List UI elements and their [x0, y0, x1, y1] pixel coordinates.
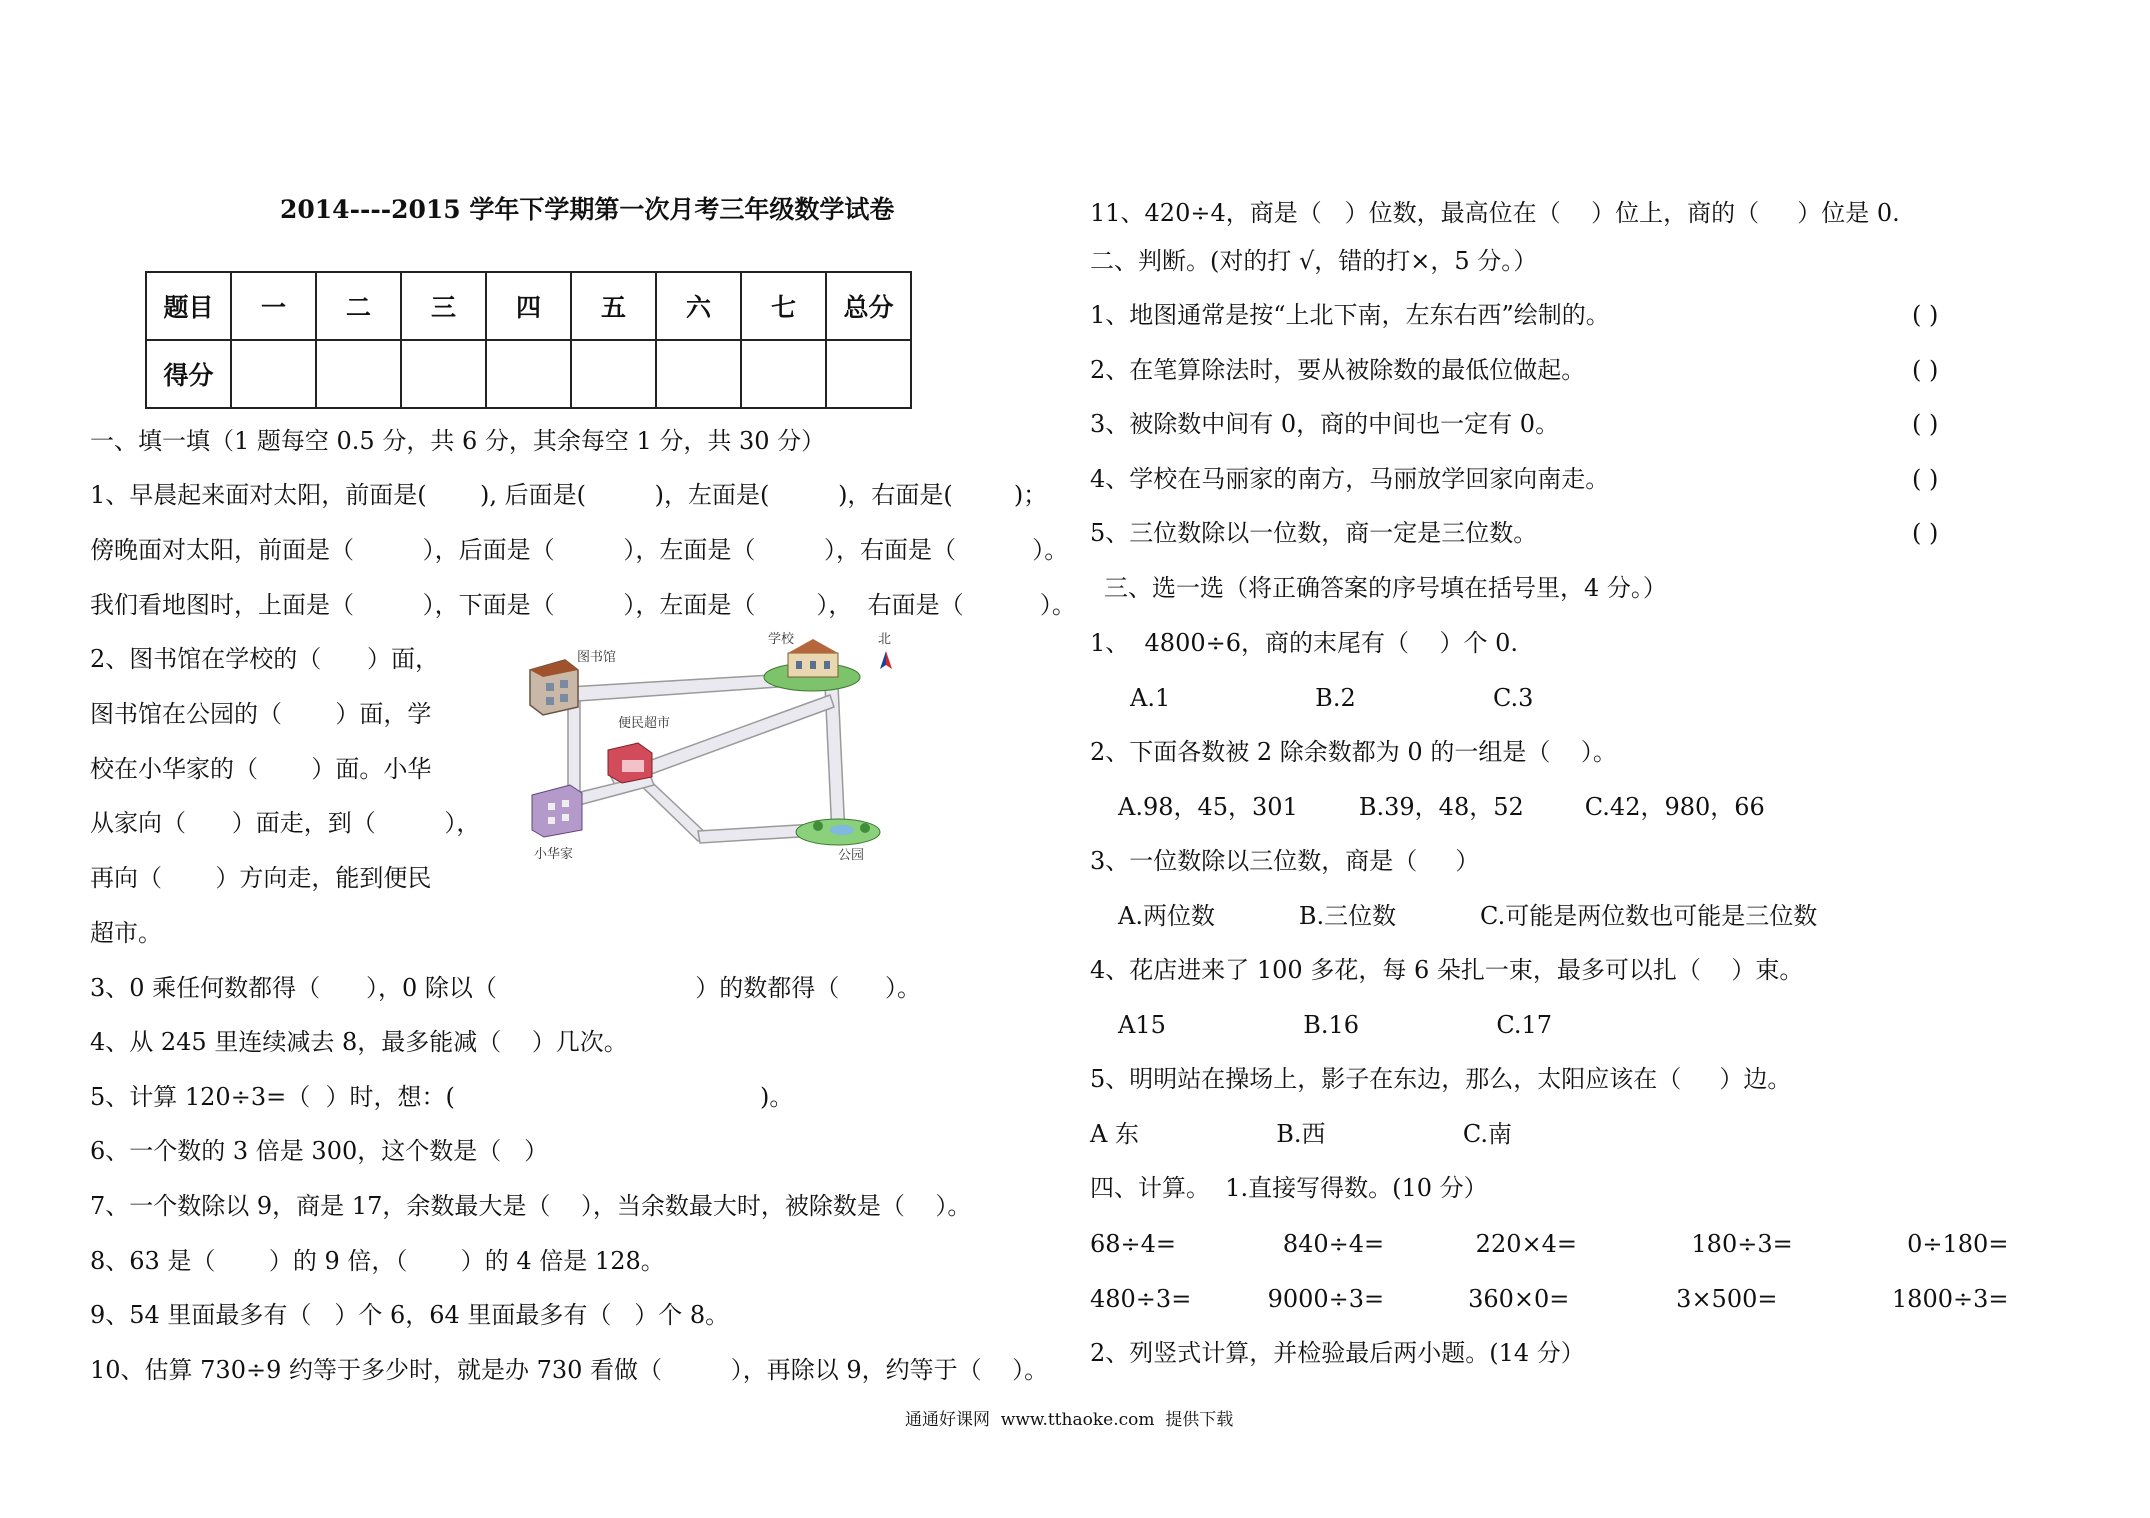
- supermarket-building-icon: [608, 743, 652, 783]
- question-2-line: 2、图书馆在学校的（ ）面，: [90, 645, 440, 673]
- exam-title: 2014----2015 学年下学期第一次月考三年级数学试卷: [280, 195, 895, 224]
- question-1c: 我们看地图时，上面是（ ），下面是（ ），左面是（ ）， 右面是（ ）。: [90, 591, 1076, 619]
- judge-answer-paren: ( ): [1912, 410, 1939, 438]
- judge-item: 2、在笔算除法时，要从被除数的最低位做起。: [1090, 356, 1586, 384]
- choice-question-5: 5、明明站在操场上，影子在东边，那么，太阳应该在（ ）边。: [1090, 1065, 1792, 1093]
- score-table-score-row: [146, 340, 911, 408]
- map-label-market: 便民超市: [618, 716, 671, 731]
- home-building-icon: [532, 785, 582, 837]
- map-drawing: [520, 625, 895, 870]
- judge-item: 1、地图通常是按“上北下南，左东右西”绘制的。: [1090, 301, 1610, 329]
- section-1-heading: 一、填一填（1 题每空 0.5 分，共 6 分，其余每空 1 分，共 30 分）: [90, 427, 826, 455]
- judge-answer-paren: ( ): [1912, 301, 1939, 329]
- question-2-line: 超市。: [90, 919, 162, 947]
- question-2-line: 校在小华家的（ ）面。小华: [90, 755, 432, 783]
- choice-options-2: A.98，45，301 B.39，48，52 C.42，980，66: [1118, 793, 1765, 821]
- question-8: 8、63 是（ ）的 9 倍，（ ）的 4 倍是 128。: [90, 1247, 665, 1275]
- score-cell: 七: [741, 272, 826, 340]
- map-illustration: [520, 625, 895, 870]
- question-4: 4、从 245 里连续减去 8，最多能减（ ）几次。: [90, 1028, 628, 1056]
- section-3-heading: 三、选一选（将正确答案的序号填在括号里，4 分。）: [1104, 574, 1667, 602]
- calc-row-2: 480÷3= 9000÷3= 360×0= 3×500= 1800÷3=: [1090, 1285, 2009, 1313]
- choice-options-4: A15 B.16 C.17: [1118, 1011, 1552, 1039]
- score-table: [145, 271, 912, 409]
- question-1a: 1、早晨起来面对太阳，前面是( ), 后面是( )，左面是( )，右面是( )；: [90, 481, 1048, 509]
- map-label-park: 公园: [838, 848, 865, 863]
- north-arrow-icon: [880, 651, 892, 669]
- score-blank-cell: [741, 340, 826, 408]
- question-2-line: 再向（ ）方向走，能到便民: [90, 864, 432, 892]
- choice-question-1: 1、 4800÷6，商的末尾有（ ）个 0.: [1090, 629, 1519, 657]
- score-table-header-row: [146, 272, 911, 340]
- choice-options-1: A.1 B.2 C.3: [1130, 684, 1534, 712]
- score-row-label: 得分: [146, 340, 231, 408]
- score-cell: 二: [316, 272, 401, 340]
- choice-question-3: 3、一位数除以三位数，商是（ ）: [1090, 847, 1480, 875]
- park-icon: [796, 819, 880, 845]
- question-2-line: 从家向（ ）面走，到（ ），: [90, 809, 481, 837]
- map-label-north: 北: [878, 632, 892, 647]
- score-blank-cell: [486, 340, 571, 408]
- score-cell: 六: [656, 272, 741, 340]
- score-cell: 题目: [146, 272, 231, 340]
- judge-answer-paren: ( ): [1912, 356, 1939, 384]
- score-blank-cell: [316, 340, 401, 408]
- question-7: 7、一个数除以 9，商是 17，余数最大是（ ），当余数最大时，被除数是（ ）。: [90, 1192, 972, 1220]
- question-11: 11、420÷4，商是（ ）位数，最高位在（ ）位上，商的（ ）位是 0.: [1090, 199, 1900, 227]
- choice-options-3: A.两位数 B.三位数 C.可能是两位数也可能是三位数: [1118, 902, 1818, 930]
- footer-credit: 通通好课网 www.tthaoke.com 提供下载: [905, 1410, 1234, 1430]
- question-2-line: 图书馆在公园的（ ）面，学: [90, 700, 432, 728]
- judge-item: 4、学校在马丽家的南方，马丽放学回家向南走。: [1090, 465, 1610, 493]
- score-blank-cell: [401, 340, 486, 408]
- score-cell: 三: [401, 272, 486, 340]
- question-5: 5、计算 120÷3=（ ）时，想：( )。: [90, 1083, 794, 1111]
- choice-question-2: 2、下面各数被 2 除余数都为 0 的一组是（ ）。: [1090, 738, 1617, 766]
- map-label-home: 小华家: [534, 847, 574, 862]
- calc-row-1: 68÷4= 840÷4= 220×4= 180÷3= 0÷180=: [1090, 1230, 2009, 1258]
- question-10: 10、估算 730÷9 约等于多少时，就是办 730 看做（ ），再除以 9，约等于（ ）。: [90, 1356, 1049, 1384]
- choice-options-5: A 东 B.西 C.南: [1090, 1120, 1513, 1148]
- score-blank-cell: [571, 340, 656, 408]
- judge-answer-paren: ( ): [1912, 465, 1939, 493]
- judge-answer-paren: ( ): [1912, 519, 1939, 547]
- library-building-icon: [530, 660, 578, 715]
- score-cell: 四: [486, 272, 571, 340]
- judge-item: 5、三位数除以一位数，商一定是三位数。: [1090, 519, 1538, 547]
- section-4-heading: 四、计算。 1.直接写得数。(10 分）: [1090, 1174, 1488, 1202]
- map-label-school: 学校: [768, 632, 795, 647]
- map-label-library: 图书馆: [577, 650, 617, 665]
- question-1b: 傍晚面对太阳，前面是（ ），后面是（ ），左面是（ ），右面是（ ）。: [90, 536, 1069, 564]
- choice-question-4: 4、花店进来了 100 多花，每 6 朵扎一束，最多可以扎（ ）束。: [1090, 956, 1804, 984]
- score-cell: 五: [571, 272, 656, 340]
- score-blank-cell: [656, 340, 741, 408]
- section-2-heading: 二、判断。(对的打 √，错的打×，5 分。）: [1090, 247, 1538, 275]
- score-cell: 一: [231, 272, 316, 340]
- score-blank-cell: [231, 340, 316, 408]
- question-6: 6、一个数的 3 倍是 300，这个数是（ ）: [90, 1137, 549, 1165]
- question-3: 3、0 乘任何数都得（ ），0 除以（ ）的数都得（ ）。: [90, 974, 921, 1002]
- score-cell: 总分: [826, 272, 911, 340]
- vertical-calc-heading: 2、列竖式计算，并检验最后两小题。(14 分）: [1090, 1339, 1585, 1367]
- score-blank-cell: [826, 340, 911, 408]
- judge-item: 3、被除数中间有 0，商的中间也一定有 0。: [1090, 410, 1560, 438]
- question-9: 9、54 里面最多有（ ）个 6，64 里面最多有（ ）个 8。: [90, 1301, 730, 1329]
